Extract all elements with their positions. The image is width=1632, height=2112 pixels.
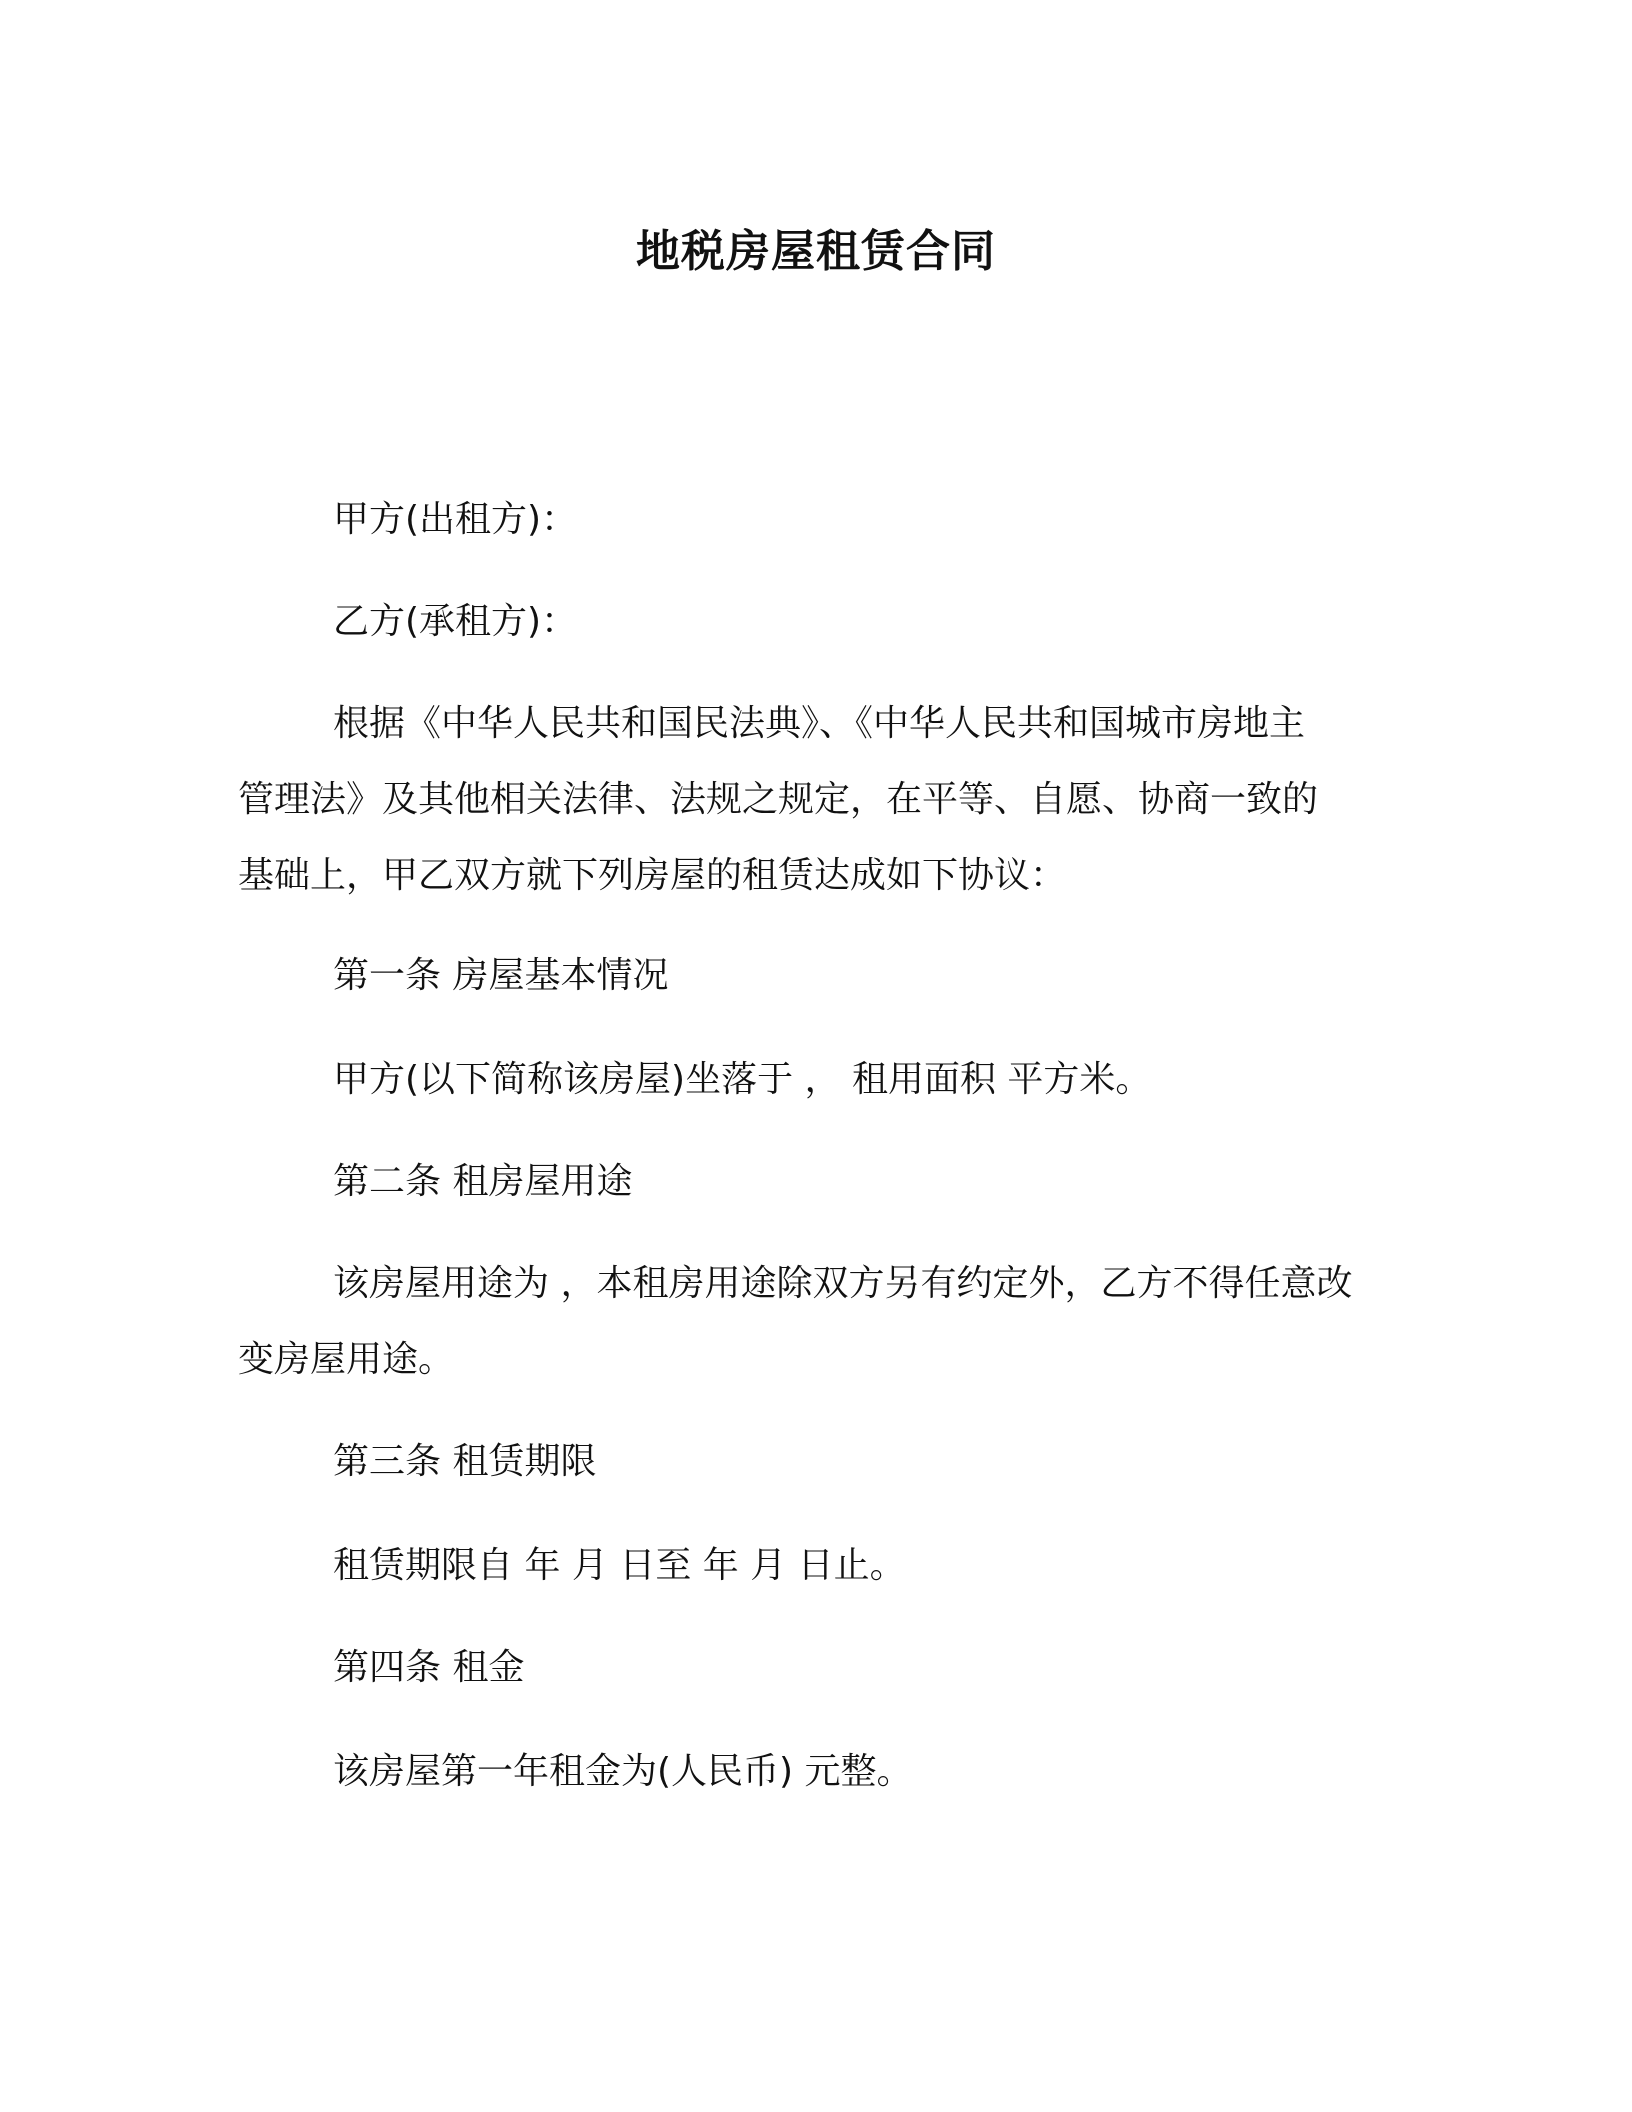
article-3-heading: 第三条 租赁期限 — [333, 1441, 597, 1482]
article-1-body: 甲方(以下简称该房屋)坐落于 ， 租用面积 平方米。 — [333, 1059, 1152, 1100]
document-title: 地税房屋租赁合同 — [636, 226, 996, 277]
party-b-line: 乙方(承租方)： — [333, 601, 578, 642]
article-4-body: 该房屋第一年租金为(人民币) 元整。 — [333, 1751, 913, 1792]
article-3-body: 租赁期限自 年 月 日至 年 月 日止。 — [333, 1545, 906, 1586]
preamble-line-2: 管理法》及其他相关法律、法规之规定，在平等、自愿、协商一致的 — [238, 779, 1319, 820]
article-2-heading: 第二条 租房屋用途 — [333, 1161, 633, 1202]
article-4-heading: 第四条 租金 — [333, 1647, 525, 1688]
article-2-body-line-2: 变房屋用途。 — [238, 1339, 455, 1380]
party-a-line: 甲方(出租方)： — [333, 499, 578, 540]
preamble-line-1: 根据《中华人民共和国民法典》、《中华人民共和国城市房地主 — [333, 703, 1306, 744]
article-2-body-line-1: 该房屋用途为 ，本租房用途除双方另有约定外，乙方不得任意改 — [333, 1263, 1353, 1304]
preamble-line-3: 基础上，甲乙双方就下列房屋的租赁达成如下协议： — [238, 855, 1067, 896]
article-1-heading: 第一条 房屋基本情况 — [333, 955, 669, 996]
